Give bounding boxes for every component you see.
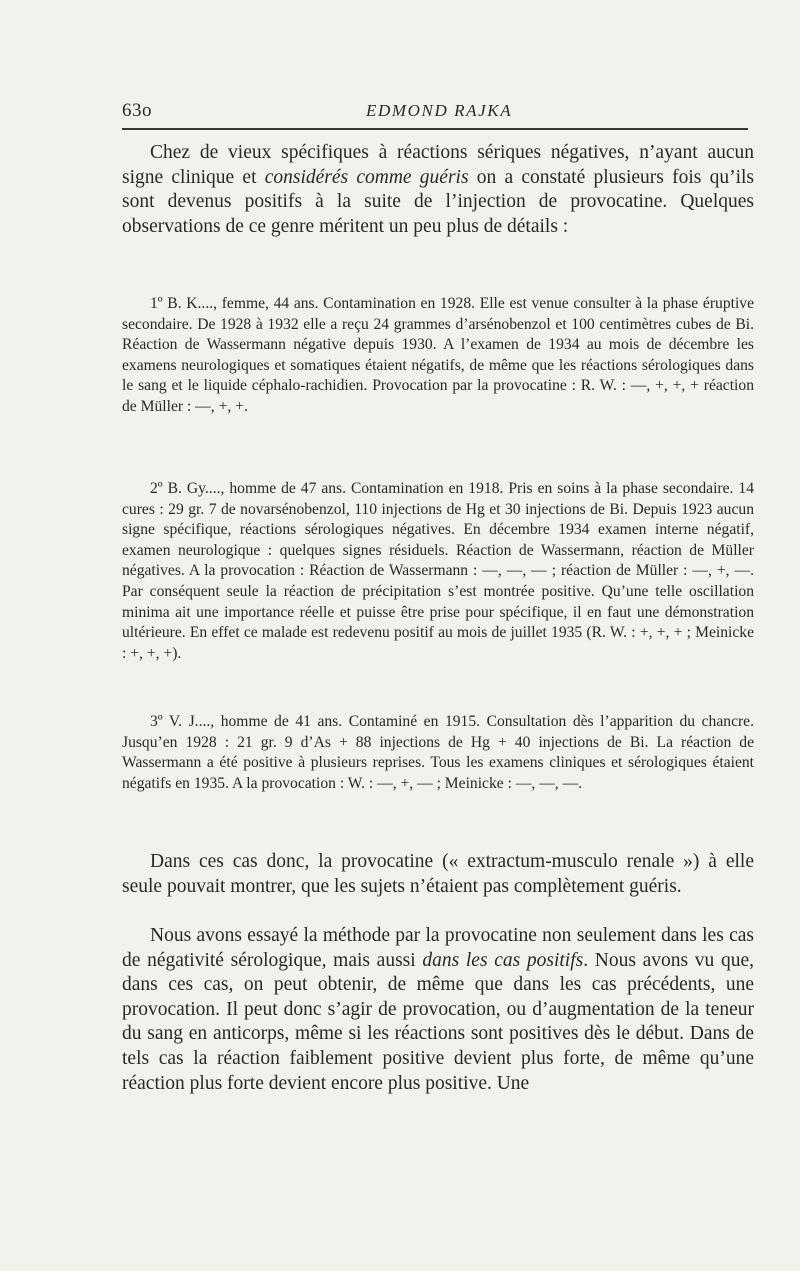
page-header — [122, 96, 754, 126]
intro-text-end: on a constaté plusieurs fois qu’ils sont devenus positifs à la suite de l’injection de provocatine. Quelques observations de ce genre méritent un peu plus de détails : — [122, 166, 754, 237]
conclusion-2-emphasis: dans les cas positifs — [422, 949, 584, 971]
intro-paragraph — [122, 141, 754, 239]
conclusion-paragraph-2 — [122, 924, 754, 1096]
conclusion-paragraph-1: Dans ces cas donc, la provocatine (« extractum-musculo renale ») à elle seule pouvait montrer, que les sujets n’étaient pas complètement guéris. — [122, 851, 754, 897]
page-number: 63o — [122, 100, 152, 121]
case-1-paragraph: 1º B. K...., femme, 44 ans. Contamination en 1928. Elle est venue consulter à la phase éruptive secondaire. De 1928 à 1932 elle a reçu 24 grammes d’arsénobenzol et 100 centimètres cubes de Bi. Réaction de Wassermann négative depuis 1930. A l’examen de 1934 au mois de décembre les examens neurologiques et somatiques étaient négatifs, de même que les réactions sérologiques dans le sang et le liquide céphalo-rachidien. Provocation par la provocatine : R. W. : —, +, +, + réaction de Müller : —, +, +. — [122, 295, 754, 415]
intro-emphasis: considérés comme guéris — [264, 166, 469, 188]
header-rule — [122, 128, 748, 130]
case-3-paragraph: 3º V. J...., homme de 41 ans. Contaminé en 1915. Consultation dès l’apparition du chancre. Jusqu’en 1928 : 21 gr. 9 d’As + 88 injections de Hg + 40 injections de Bi. La réaction de Wassermann a été positive à plusieurs reprises. Tous les examens cliniques et sérologiques étaient négatifs en 1935. A la provocation : W. : —, +, — ; Meinicke : —, —, —. — [122, 713, 754, 792]
case-2-paragraph: 2º B. Gy...., homme de 47 ans. Contamination en 1918. Pris en soins à la phase secondaire. 14 cures : 29 gr. 7 de novarsénobenzol, 110 injections de Hg et 30 injections de Bi. Depuis 1923 aucun signe spécifique, réactions sérologiques négatives. En décembre 1934 examen interne négatif, examen neurologique : quelques signes résiduels. Réaction de Wassermann, réaction de Müller négatives. A la provocation : Réaction de Wassermann : —, —, — ; réaction de Müller : —, +, —. Par conséquent seule la réaction de précipitation s’est montrée positive. Qu’une telle oscillation minima ait une importance réelle et puisse être prise pour spécifique, il en faut une démonstration ultérieure. En effet ce malade est redevenu positif au mois de juillet 1935 (R. W. : +, +, + ; Meinicke : +, +, +). — [122, 480, 754, 662]
intro-text-start: Chez de vieux spécifiques à réactions sériques négatives, n’ayant aucun signe clinique et — [122, 142, 754, 188]
running-title: EDMOND RAJKA — [366, 101, 513, 120]
conclusion-2-text-start: Nous avons essayé la méthode par la provocatine non seulement dans les cas de négativité sérologique, mais aussi — [122, 925, 754, 971]
conclusion-2-text-end: . Nous avons vu que, dans ces cas, on peut obtenir, de même que dans les cas précédents, une provocation. Il peut donc s’agir de provocation, ou d’augmentation de la teneur du sang en anticorps, même si les réactions sont positives dès le début. Dans de tels cas la réaction faiblement positive devient plus forte, de même qu’une réaction plus forte devient encore plus positive. Une — [122, 949, 755, 1094]
